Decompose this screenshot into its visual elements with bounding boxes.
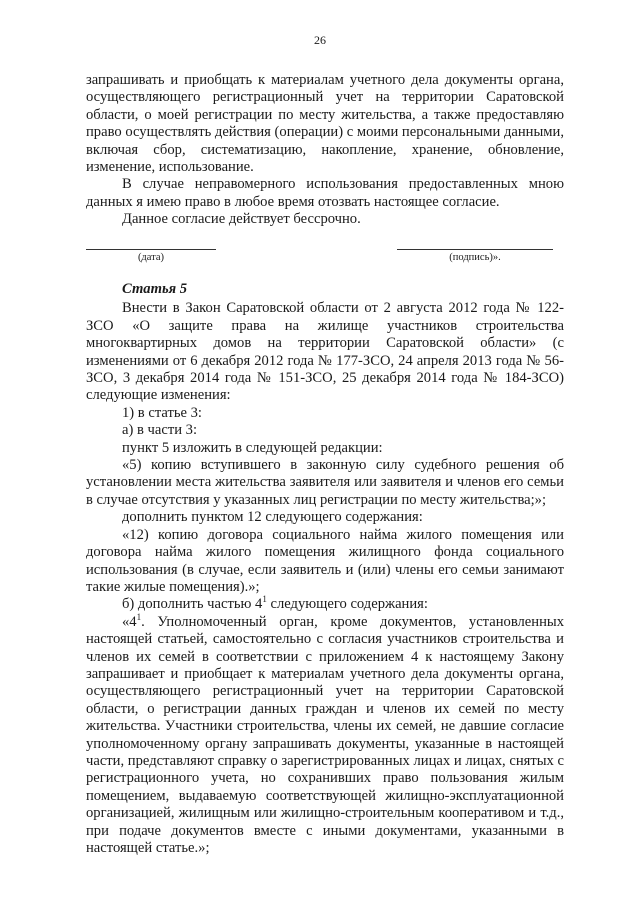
article-title: Статья 5 <box>122 281 188 297</box>
date-line <box>86 249 216 250</box>
consent-text-block <box>86 72 564 229</box>
part-b-suffix: следующего содержания: <box>266 596 428 613</box>
paragraph: 1) в статье 3: <box>122 404 202 421</box>
superscript: 1 <box>136 611 142 622</box>
part4-prefix: «4 <box>122 613 137 630</box>
superscript: 1 <box>262 594 267 605</box>
part-b-prefix: б) дополнить частью 4 <box>122 596 263 613</box>
paragraph: Данное согласие действует бессрочно. <box>122 211 361 228</box>
paragraph: «5) копию вступившего в законную силу судебного решения об установлении места жительства заявителя или заявителя и членов его семьи в случае отсутствия у указанных лиц регистрации по месту жительства;»; <box>86 457 564 508</box>
paragraph <box>86 596 564 613</box>
paragraph: а) в части 3: <box>122 422 198 439</box>
paragraph <box>86 611 564 858</box>
sign-signature-field <box>397 249 553 263</box>
paragraph: дополнить пунктом 12 следующего содержания: <box>122 509 423 526</box>
paragraph: «12) копию договора социального найма жилого помещения или договора найма жилого помещения жилищного фонда социального использования (в случае, если заявитель и (или) члены его семьи занимают такие жилые помещения).»; <box>86 526 564 595</box>
part4-text: . Уполномоченный орган, кроме документов, установленных настоящей статьей, самостоятельно с согласия участников строительства и членов их семей в соответствии с приложением 4 к настоящему Закону запрашивает и приобщает к материалам учетного дела документы органа, осуществляющего регистрационный учет на территории Саратовской области, о регистрации данных граждан и членов их семей по месту жительства. Участники строительства, члены их семей, не давшие согласие уполномоченному органу запрашивать документы, указанные в настоящей части, представляют справку о зарегистрированных лицах и лицах, снятых с регистрационного учета, но сохранивших право пользования жилым помещением, выдаваемую соответствующей жилищно-эксплуатационной организацией, жилищным или жилищно-строительным кооперативом и т.д., при подаче документов вместе с иными документами, указанными в настоящей статье.»; <box>86 613 564 856</box>
article-block <box>86 281 564 857</box>
sign-line <box>397 249 553 250</box>
page-number: 26 <box>314 33 326 47</box>
date-label: (дата) <box>137 252 165 263</box>
paragraph: Внести в Закон Саратовской области от 2 августа 2012 года № 122-ЗСО «О защите права на жилище участников строительства многоквартирных домов на территории Саратовской области» (с изменениями от 6 декабря 2012 года № 177-ЗСО, 24 апреля 2013 года № 56-ЗСО, 3 декабря 2014 года № 151-ЗСО, 25 декабря 2014 года № 184-ЗСО) следующие изменения: <box>86 300 564 404</box>
paragraph: запрашивать и приобщать к материалам учетного дела документы органа, осуществляющего регистрационный учет на территории Саратовской области, о моей регистрации по месту жительства, а также предоставляю право осуществлять действия (операции) с моими персональными данными, включая сбор, систематизацию, накопление, хранение, обновление, изменение, использование. <box>86 72 564 176</box>
sign-label: (подпись)». <box>449 252 501 263</box>
paragraph: пункт 5 изложить в следующей редакции: <box>122 439 383 456</box>
date-signature-field <box>86 249 216 263</box>
paragraph: В случае неправомерного использования предоставленных мною данных я имею право в любое время отозвать настоящее согласие. <box>86 176 564 210</box>
